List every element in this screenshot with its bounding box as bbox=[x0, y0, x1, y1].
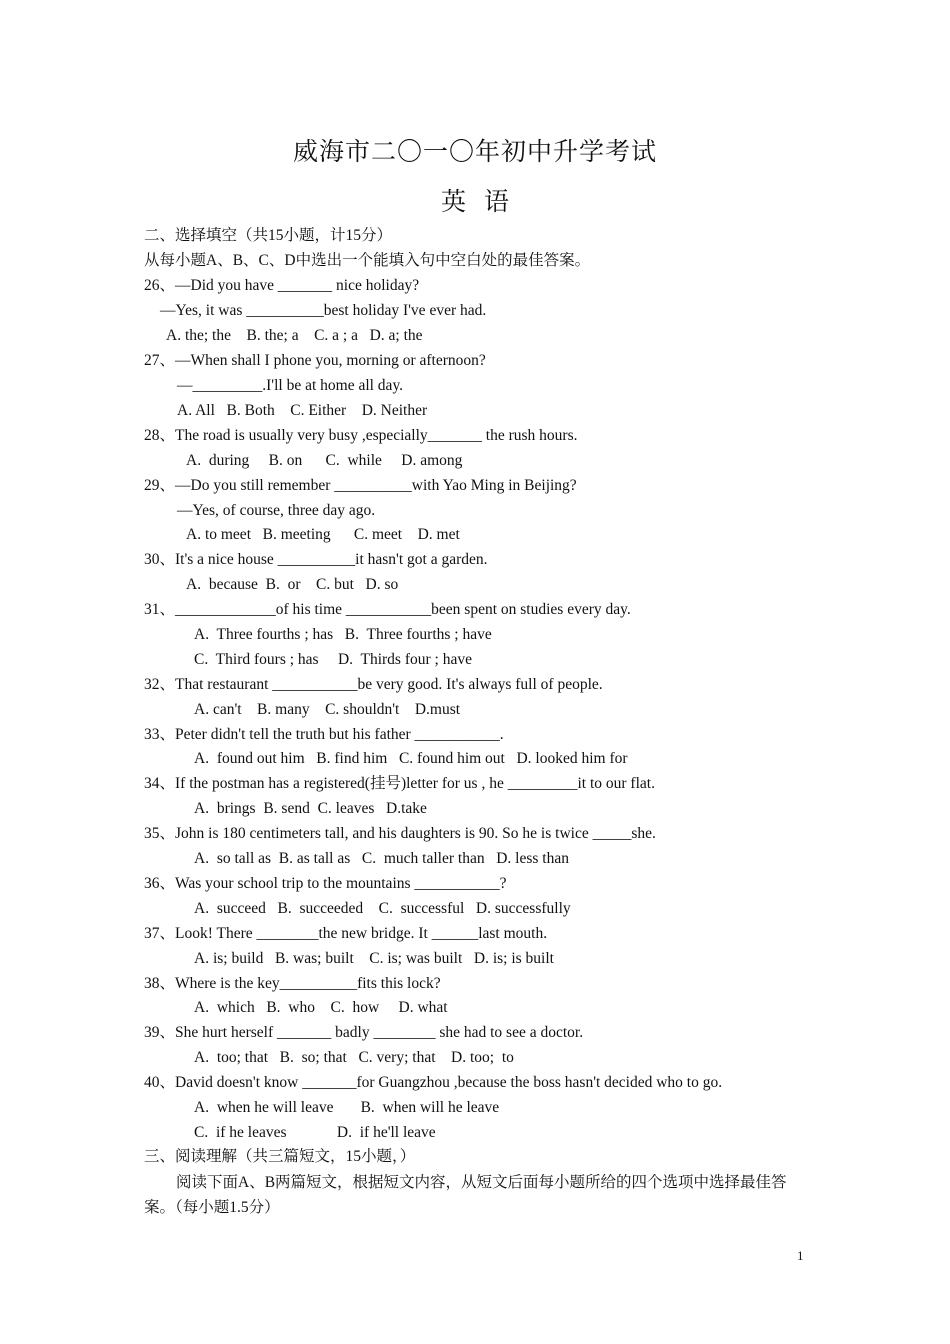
question-stem: 28、The road is usually very busy ,especially_______ the rush hours. bbox=[144, 427, 578, 444]
question-options: A. too; that B. so; that C. very; that D. too; to bbox=[194, 1049, 514, 1066]
section-instruction: 阅读下面A、B两篇短文，根据短文内容，从短文后面每小题所给的四个选项中选择最佳答案。（每小题1.5分） bbox=[144, 1174, 787, 1216]
question-stem: 29、—Do you still remember __________with Yao Ming in Beijing? bbox=[144, 477, 577, 494]
question-stem: 36、Was your school trip to the mountains ___________? bbox=[144, 875, 507, 892]
question-stem: 35、John is 180 centimeters tall, and his daughters is 90. So he is twice _____she. bbox=[144, 825, 656, 842]
question-options: A. is; build B. was; built C. is; was built D. is; is built bbox=[194, 950, 554, 967]
question-stem: —Yes, it was __________best holiday I've ever had. bbox=[160, 302, 487, 319]
page-title: 威海市二〇一〇年初中升学考试 bbox=[292, 139, 657, 166]
question-stem: 40、David doesn't know _______for Guangzhou ,because the boss hasn't decided who to go. bbox=[144, 1074, 723, 1091]
section-heading: 三、阅读理解（共三篇短文，15小题，） bbox=[144, 1148, 416, 1165]
question-stem: —_________.I'll be at home all day. bbox=[177, 377, 404, 394]
section-instruction: 从每小题A、B、C、D中选出一个能填入句中空白处的最佳答案。 bbox=[144, 252, 591, 269]
question-options: A. so tall as B. as tall as C. much taller than D. less than bbox=[194, 850, 569, 867]
section-heading: 二、选择填空（共15小题，计15分） bbox=[144, 227, 393, 244]
question-stem: 26、—Did you have _______ nice holiday? bbox=[144, 277, 420, 294]
question-options: C. Third fours ; has D. Thirds four ; have bbox=[194, 651, 472, 668]
question-stem: 30、It's a nice house __________it hasn't got a garden. bbox=[144, 551, 488, 568]
question-options: A. the; the B. the; a C. a ; a D. a; the bbox=[166, 327, 423, 344]
question-stem: 33、Peter didn't tell the truth but his father ___________. bbox=[144, 726, 504, 743]
question-options: A. during B. on C. while D. among bbox=[186, 452, 463, 469]
question-stem: 39、She hurt herself _______ badly ________ she had to see a doctor. bbox=[144, 1024, 584, 1041]
question-options: A. can't B. many C. shouldn't D.must bbox=[194, 701, 461, 718]
question-stem: —Yes, of course, three day ago. bbox=[177, 502, 376, 519]
question-options: A. to meet B. meeting C. meet D. met bbox=[186, 526, 460, 543]
question-stem: 32、That restaurant ___________be very good. It's always full of people. bbox=[144, 676, 603, 693]
question-options: A. Three fourths ; has B. Three fourths ; have bbox=[194, 626, 492, 643]
question-stem: 38、Where is the key__________fits this lock? bbox=[144, 975, 441, 992]
question-stem: 31、_____________of his time ___________been spent on studies every day. bbox=[144, 601, 631, 618]
question-stem: 37、Look! There ________the new bridge. It ______last mouth. bbox=[144, 925, 548, 942]
question-options: A. because B. or C. but D. so bbox=[186, 576, 399, 593]
page-number: 1 bbox=[797, 1248, 804, 1263]
question-options: C. if he leaves D. if he'll leave bbox=[194, 1124, 436, 1141]
question-options: A. All B. Both C. Either D. Neither bbox=[177, 402, 428, 419]
question-options: A. succeed B. succeeded C. successful D. successfully bbox=[194, 900, 571, 917]
question-stem: 34、If the postman has a registered(挂号)letter for us , he _________it to our flat. bbox=[144, 775, 655, 792]
page-subtitle: 英语 bbox=[440, 189, 527, 216]
question-options: A. which B. who C. how D. what bbox=[194, 999, 448, 1016]
question-options: A. brings B. send C. leaves D.take bbox=[194, 800, 427, 817]
question-stem: 27、—When shall I phone you, morning or afternoon? bbox=[144, 352, 486, 369]
question-options: A. found out him B. find him C. found him out D. looked him for bbox=[194, 750, 628, 767]
question-options: A. when he will leave B. when will he leave bbox=[194, 1099, 500, 1116]
